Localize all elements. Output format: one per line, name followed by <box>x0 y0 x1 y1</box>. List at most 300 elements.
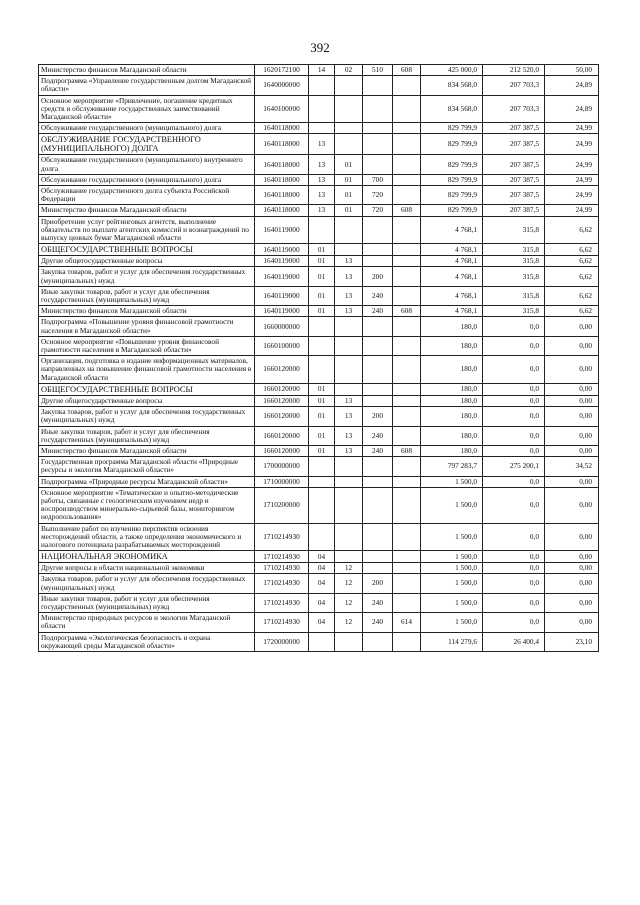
cell-administrator-code <box>393 593 421 612</box>
cell-target-code: 1640119000 <box>255 216 309 244</box>
cell-actual-amount: 315,8 <box>483 256 545 267</box>
cell-section-code <box>309 476 335 487</box>
cell-expense-type: 700 <box>363 174 393 185</box>
cell-subsection-code: 13 <box>335 407 363 426</box>
cell-expense-type: 240 <box>363 445 393 456</box>
cell-section-code: 04 <box>309 574 335 593</box>
cell-expense-type <box>363 476 393 487</box>
table-row <box>39 487 599 523</box>
cell-name: Иные закупки товаров, работ и услуг для обеспечения государственных (муниципальных) нужд <box>39 426 255 445</box>
cell-name: Подпрограмма «Экологическая безопасность и охрана окружающей среды Магаданской области» <box>39 632 255 651</box>
cell-actual-amount: 0,0 <box>483 336 545 355</box>
cell-target-code: 1700000000 <box>255 457 309 476</box>
cell-planned-amount: 1 500,0 <box>421 613 483 632</box>
cell-percent: 6,62 <box>545 256 599 267</box>
cell-subsection-code: 13 <box>335 267 363 286</box>
cell-actual-amount: 0,0 <box>483 613 545 632</box>
cell-administrator-code <box>393 336 421 355</box>
cell-planned-amount: 1 500,0 <box>421 593 483 612</box>
cell-administrator-code <box>393 267 421 286</box>
cell-administrator-code <box>393 174 421 185</box>
cell-target-code: 1640119000 <box>255 267 309 286</box>
cell-administrator-code <box>393 632 421 651</box>
table-body <box>39 65 599 652</box>
cell-percent: 0,00 <box>545 476 599 487</box>
cell-target-code: 1640119000 <box>255 244 309 256</box>
cell-actual-amount: 26 400,4 <box>483 632 545 651</box>
cell-planned-amount: 834 568,0 <box>421 95 483 123</box>
cell-name: Министерство финансов Магаданской области <box>39 445 255 456</box>
cell-subsection-code: 12 <box>335 563 363 574</box>
cell-administrator-code <box>393 123 421 134</box>
table-row <box>39 134 599 155</box>
table-row <box>39 593 599 612</box>
cell-target-code: 1710214930 <box>255 593 309 612</box>
table-row <box>39 563 599 574</box>
cell-expense-type: 720 <box>363 205 393 216</box>
cell-name: Иные закупки товаров, работ и услуг для обеспечения государственных (муниципальных) нужд <box>39 593 255 612</box>
table-row <box>39 551 599 563</box>
cell-actual-amount: 0,0 <box>483 563 545 574</box>
cell-target-code: 1640118000 <box>255 205 309 216</box>
cell-name: Закупка товаров, работ и услуг для обеспечения государственных (муниципальных) нужд <box>39 407 255 426</box>
cell-name: Подпрограмма «Природные ресурсы Магаданской области» <box>39 476 255 487</box>
cell-administrator-code <box>393 256 421 267</box>
cell-section-code: 01 <box>309 306 335 317</box>
cell-actual-amount: 0,0 <box>483 426 545 445</box>
cell-section-code: 04 <box>309 593 335 612</box>
cell-percent: 0,00 <box>545 407 599 426</box>
cell-actual-amount: 207 387,5 <box>483 174 545 185</box>
cell-planned-amount: 4 768,1 <box>421 306 483 317</box>
cell-planned-amount: 4 768,1 <box>421 216 483 244</box>
cell-target-code: 1640118000 <box>255 186 309 205</box>
table-row <box>39 205 599 216</box>
cell-subsection-code: 01 <box>335 155 363 174</box>
cell-actual-amount: 207 703,3 <box>483 76 545 95</box>
cell-subsection-code: 13 <box>335 286 363 305</box>
cell-expense-type <box>363 563 393 574</box>
cell-name: ОБЩЕГОСУДАРСТВЕННЫЕ ВОПРОСЫ <box>39 383 255 395</box>
cell-actual-amount: 207 387,5 <box>483 134 545 155</box>
cell-actual-amount: 0,0 <box>483 476 545 487</box>
cell-planned-amount: 829 799,9 <box>421 186 483 205</box>
cell-actual-amount: 275 200,1 <box>483 457 545 476</box>
cell-name: Министерство природных ресурсов и экологии Магаданской области <box>39 613 255 632</box>
cell-section-code: 13 <box>309 155 335 174</box>
cell-name: Обслуживание государственного долга субъекта Российской Федерации <box>39 186 255 205</box>
table-row <box>39 407 599 426</box>
cell-planned-amount: 1 500,0 <box>421 523 483 551</box>
table-row <box>39 76 599 95</box>
cell-administrator-code <box>393 407 421 426</box>
cell-planned-amount: 180,0 <box>421 317 483 336</box>
cell-target-code: 1640000000 <box>255 76 309 95</box>
cell-section-code <box>309 95 335 123</box>
cell-section-code: 13 <box>309 186 335 205</box>
cell-name: Основное мероприятие «Повышение уровня финансовой грамотности населения в Магаданской области» <box>39 336 255 355</box>
cell-administrator-code <box>393 186 421 205</box>
cell-expense-type <box>363 256 393 267</box>
table-row <box>39 267 599 286</box>
cell-percent: 6,62 <box>545 306 599 317</box>
cell-subsection-code <box>335 356 363 384</box>
cell-administrator-code <box>393 356 421 384</box>
cell-actual-amount: 207 387,5 <box>483 123 545 134</box>
cell-expense-type: 510 <box>363 65 393 76</box>
cell-section-code: 01 <box>309 267 335 286</box>
cell-section-code <box>309 356 335 384</box>
cell-subsection-code: 13 <box>335 426 363 445</box>
cell-administrator-code <box>393 244 421 256</box>
cell-administrator-code <box>393 487 421 523</box>
cell-expense-type <box>363 216 393 244</box>
table-row <box>39 476 599 487</box>
cell-actual-amount: 207 703,3 <box>483 95 545 123</box>
cell-planned-amount: 180,0 <box>421 336 483 355</box>
table-row <box>39 65 599 76</box>
cell-name: Закупка товаров, работ и услуг для обеспечения государственных (муниципальных) нужд <box>39 574 255 593</box>
cell-actual-amount: 315,8 <box>483 216 545 244</box>
cell-percent: 0,00 <box>545 523 599 551</box>
cell-name: Министерство финансов Магаданской области <box>39 65 255 76</box>
cell-administrator-code <box>393 383 421 395</box>
table-row <box>39 336 599 355</box>
cell-section-code <box>309 336 335 355</box>
cell-percent: 24,99 <box>545 123 599 134</box>
cell-target-code: 1640118000 <box>255 134 309 155</box>
cell-expense-type <box>363 551 393 563</box>
cell-percent: 24,99 <box>545 186 599 205</box>
cell-subsection-code <box>335 134 363 155</box>
cell-expense-type: 200 <box>363 574 393 593</box>
cell-target-code: 1640119000 <box>255 256 309 267</box>
table-row <box>39 155 599 174</box>
cell-name: Основное мероприятие «Тематические и опытно-методические работы, связанные с геологическим изучением недр и воспроизводством минерально-сырьевой базы, мониторингом недропользования» <box>39 487 255 523</box>
cell-expense-type <box>363 244 393 256</box>
cell-administrator-code <box>393 457 421 476</box>
cell-actual-amount: 207 387,5 <box>483 155 545 174</box>
table-row <box>39 356 599 384</box>
cell-subsection-code <box>335 457 363 476</box>
cell-percent: 24,89 <box>545 95 599 123</box>
cell-expense-type: 240 <box>363 286 393 305</box>
cell-subsection-code: 12 <box>335 593 363 612</box>
cell-percent: 24,99 <box>545 155 599 174</box>
cell-name: Государственная программа Магаданской области «Природные ресурсы и экология Магаданской области» <box>39 457 255 476</box>
cell-administrator-code <box>393 395 421 406</box>
cell-expense-type <box>363 134 393 155</box>
cell-target-code: 1720000000 <box>255 632 309 651</box>
cell-actual-amount: 315,8 <box>483 286 545 305</box>
cell-name: Обслуживание государственного (муниципального) внутреннего долга <box>39 155 255 174</box>
table-row <box>39 317 599 336</box>
cell-name: Обслуживание государственного (муниципального) долга <box>39 123 255 134</box>
cell-percent: 34,52 <box>545 457 599 476</box>
cell-subsection-code: 13 <box>335 395 363 406</box>
cell-percent: 6,62 <box>545 267 599 286</box>
cell-planned-amount: 4 768,1 <box>421 256 483 267</box>
cell-target-code: 1660120000 <box>255 407 309 426</box>
table-row <box>39 395 599 406</box>
cell-planned-amount: 4 768,1 <box>421 286 483 305</box>
cell-administrator-code: 614 <box>393 613 421 632</box>
cell-planned-amount: 1 500,0 <box>421 487 483 523</box>
cell-actual-amount: 0,0 <box>483 487 545 523</box>
cell-expense-type <box>363 383 393 395</box>
cell-expense-type <box>363 336 393 355</box>
cell-expense-type <box>363 632 393 651</box>
cell-subsection-code: 02 <box>335 65 363 76</box>
cell-target-code: 1710214930 <box>255 613 309 632</box>
cell-name: Закупка товаров, работ и услуг для обеспечения государственных (муниципальных) нужд <box>39 267 255 286</box>
cell-section-code: 01 <box>309 445 335 456</box>
cell-planned-amount: 1 500,0 <box>421 563 483 574</box>
cell-administrator-code <box>393 76 421 95</box>
cell-administrator-code <box>393 216 421 244</box>
cell-percent: 0,00 <box>545 336 599 355</box>
cell-subsection-code: 13 <box>335 306 363 317</box>
cell-percent: 23,10 <box>545 632 599 651</box>
cell-planned-amount: 829 799,9 <box>421 134 483 155</box>
cell-expense-type <box>363 487 393 523</box>
cell-name: Основное мероприятие «Привлечение, погашение кредитных средств и обслуживание государственных заимствований Магаданской области» <box>39 95 255 123</box>
table-row <box>39 613 599 632</box>
cell-name: ОБСЛУЖИВАНИЕ ГОСУДАРСТВЕННОГО (МУНИЦИПАЛЬНОГО) ДОЛГА <box>39 134 255 155</box>
cell-target-code: 1640118000 <box>255 174 309 185</box>
cell-percent: 0,00 <box>545 356 599 384</box>
cell-subsection-code <box>335 244 363 256</box>
cell-actual-amount: 0,0 <box>483 356 545 384</box>
cell-subsection-code: 01 <box>335 205 363 216</box>
cell-percent: 6,62 <box>545 244 599 256</box>
cell-target-code: 1710000000 <box>255 476 309 487</box>
cell-section-code <box>309 457 335 476</box>
cell-administrator-code <box>393 523 421 551</box>
cell-name: Обслуживание государственного (муниципального) долга <box>39 174 255 185</box>
cell-subsection-code <box>335 95 363 123</box>
cell-administrator-code <box>393 551 421 563</box>
cell-section-code: 01 <box>309 256 335 267</box>
cell-planned-amount: 180,0 <box>421 395 483 406</box>
cell-actual-amount: 315,8 <box>483 267 545 286</box>
cell-percent: 0,00 <box>545 383 599 395</box>
cell-percent: 0,00 <box>545 593 599 612</box>
cell-section-code <box>309 523 335 551</box>
cell-actual-amount: 0,0 <box>483 551 545 563</box>
cell-section-code: 04 <box>309 563 335 574</box>
table-row <box>39 174 599 185</box>
cell-expense-type: 240 <box>363 613 393 632</box>
cell-planned-amount: 425 000,0 <box>421 65 483 76</box>
cell-expense-type: 200 <box>363 267 393 286</box>
table-row <box>39 123 599 134</box>
cell-percent: 24,99 <box>545 205 599 216</box>
cell-administrator-code <box>393 476 421 487</box>
cell-section-code: 04 <box>309 613 335 632</box>
cell-administrator-code <box>393 286 421 305</box>
cell-target-code: 1660120000 <box>255 383 309 395</box>
page-number: 392 <box>310 40 330 55</box>
cell-planned-amount: 180,0 <box>421 383 483 395</box>
cell-target-code: 1660000000 <box>255 317 309 336</box>
cell-percent: 24,99 <box>545 174 599 185</box>
cell-subsection-code <box>335 523 363 551</box>
cell-planned-amount: 1 500,0 <box>421 476 483 487</box>
cell-target-code: 1710200000 <box>255 487 309 523</box>
cell-actual-amount: 207 387,5 <box>483 186 545 205</box>
cell-planned-amount: 834 568,0 <box>421 76 483 95</box>
budget-table <box>38 64 599 652</box>
cell-subsection-code: 12 <box>335 574 363 593</box>
table-row <box>39 383 599 395</box>
cell-actual-amount: 212 520,0 <box>483 65 545 76</box>
cell-target-code: 1710214930 <box>255 563 309 574</box>
cell-target-code: 1710214930 <box>255 523 309 551</box>
cell-planned-amount: 180,0 <box>421 407 483 426</box>
cell-percent: 0,00 <box>545 317 599 336</box>
cell-administrator-code: 608 <box>393 306 421 317</box>
cell-actual-amount: 0,0 <box>483 395 545 406</box>
cell-section-code <box>309 487 335 523</box>
cell-section-code <box>309 317 335 336</box>
cell-percent: 24,89 <box>545 76 599 95</box>
table-row <box>39 426 599 445</box>
cell-administrator-code <box>393 426 421 445</box>
cell-section-code: 04 <box>309 551 335 563</box>
cell-section-code: 13 <box>309 134 335 155</box>
cell-planned-amount: 114 279,6 <box>421 632 483 651</box>
cell-planned-amount: 4 768,1 <box>421 267 483 286</box>
cell-name: Подпрограмма «Повышение уровня финансовой грамотности населения в Магаданской области» <box>39 317 255 336</box>
table-row <box>39 286 599 305</box>
cell-expense-type <box>363 395 393 406</box>
cell-expense-type: 240 <box>363 426 393 445</box>
cell-planned-amount: 180,0 <box>421 445 483 456</box>
cell-administrator-code <box>393 95 421 123</box>
cell-name: Другие общегосударственные вопросы <box>39 256 255 267</box>
cell-section-code: 01 <box>309 426 335 445</box>
cell-target-code: 1640119000 <box>255 306 309 317</box>
cell-target-code: 1660120000 <box>255 356 309 384</box>
cell-subsection-code <box>335 383 363 395</box>
cell-subsection-code <box>335 123 363 134</box>
cell-name: ОБЩЕГОСУДАРСТВЕННЫЕ ВОПРОСЫ <box>39 244 255 256</box>
cell-section-code: 01 <box>309 395 335 406</box>
cell-subsection-code: 12 <box>335 613 363 632</box>
cell-actual-amount: 315,8 <box>483 244 545 256</box>
cell-expense-type <box>363 457 393 476</box>
cell-expense-type <box>363 155 393 174</box>
cell-subsection-code <box>335 632 363 651</box>
cell-name: Подпрограмма «Управление государственным долгом Магаданской области» <box>39 76 255 95</box>
cell-expense-type <box>363 123 393 134</box>
cell-target-code: 1620172100 <box>255 65 309 76</box>
table-row <box>39 632 599 651</box>
cell-administrator-code <box>393 134 421 155</box>
cell-expense-type <box>363 317 393 336</box>
cell-section-code: 14 <box>309 65 335 76</box>
cell-actual-amount: 0,0 <box>483 574 545 593</box>
cell-planned-amount: 829 799,9 <box>421 174 483 185</box>
cell-percent: 6,62 <box>545 216 599 244</box>
cell-target-code: 1660100000 <box>255 336 309 355</box>
cell-name: Другие общегосударственные вопросы <box>39 395 255 406</box>
cell-expense-type <box>363 95 393 123</box>
cell-percent: 0,00 <box>545 613 599 632</box>
cell-expense-type <box>363 523 393 551</box>
cell-target-code: 1660120000 <box>255 426 309 445</box>
cell-name: Министерство финансов Магаданской области <box>39 306 255 317</box>
cell-planned-amount: 829 799,9 <box>421 205 483 216</box>
cell-expense-type <box>363 356 393 384</box>
cell-target-code: 1710214930 <box>255 574 309 593</box>
cell-expense-type <box>363 76 393 95</box>
cell-percent: 50,00 <box>545 65 599 76</box>
cell-name: Министерство финансов Магаданской области <box>39 205 255 216</box>
cell-target-code: 1710214930 <box>255 551 309 563</box>
cell-planned-amount: 4 768,1 <box>421 244 483 256</box>
cell-administrator-code: 608 <box>393 65 421 76</box>
cell-target-code: 1640100000 <box>255 95 309 123</box>
cell-percent: 0,00 <box>545 487 599 523</box>
cell-name: Иные закупки товаров, работ и услуг для обеспечения государственных (муниципальных) нужд <box>39 286 255 305</box>
cell-percent: 0,00 <box>545 445 599 456</box>
cell-planned-amount: 829 799,9 <box>421 155 483 174</box>
cell-target-code: 1660120000 <box>255 445 309 456</box>
cell-actual-amount: 207 387,5 <box>483 205 545 216</box>
cell-section-code: 01 <box>309 286 335 305</box>
cell-subsection-code <box>335 76 363 95</box>
cell-subsection-code: 13 <box>335 445 363 456</box>
cell-expense-type: 200 <box>363 407 393 426</box>
table-row <box>39 523 599 551</box>
cell-name: Организация, подготовка и издание информационных материалов, направленных на повышение финансовой грамотности населения в Магаданской области <box>39 356 255 384</box>
cell-target-code: 1640119000 <box>255 286 309 305</box>
cell-planned-amount: 1 500,0 <box>421 551 483 563</box>
table-row <box>39 306 599 317</box>
cell-expense-type: 720 <box>363 186 393 205</box>
cell-expense-type: 240 <box>363 306 393 317</box>
cell-target-code: 1640118000 <box>255 123 309 134</box>
cell-percent: 24,99 <box>545 134 599 155</box>
cell-administrator-code <box>393 574 421 593</box>
cell-percent: 6,62 <box>545 286 599 305</box>
cell-subsection-code <box>335 336 363 355</box>
cell-percent: 0,00 <box>545 551 599 563</box>
cell-actual-amount: 315,8 <box>483 306 545 317</box>
cell-section-code <box>309 76 335 95</box>
cell-planned-amount: 1 500,0 <box>421 574 483 593</box>
cell-name: Приобретение услуг рейтинговых агентств, выполнение обязательств по выплате агентских комиссий и вознаграждений по выпуску ценных бумаг Магаданской области <box>39 216 255 244</box>
cell-planned-amount: 180,0 <box>421 426 483 445</box>
table-row <box>39 216 599 244</box>
cell-administrator-code <box>393 317 421 336</box>
cell-actual-amount: 0,0 <box>483 445 545 456</box>
cell-name: НАЦИОНАЛЬНАЯ ЭКОНОМИКА <box>39 551 255 563</box>
cell-planned-amount: 829 799,9 <box>421 123 483 134</box>
cell-subsection-code <box>335 317 363 336</box>
table-row <box>39 186 599 205</box>
cell-percent: 0,00 <box>545 563 599 574</box>
cell-subsection-code <box>335 476 363 487</box>
table-row <box>39 457 599 476</box>
cell-percent: 0,00 <box>545 574 599 593</box>
cell-target-code: 1640118000 <box>255 155 309 174</box>
cell-section-code <box>309 123 335 134</box>
cell-planned-amount: 180,0 <box>421 356 483 384</box>
cell-administrator-code: 608 <box>393 445 421 456</box>
